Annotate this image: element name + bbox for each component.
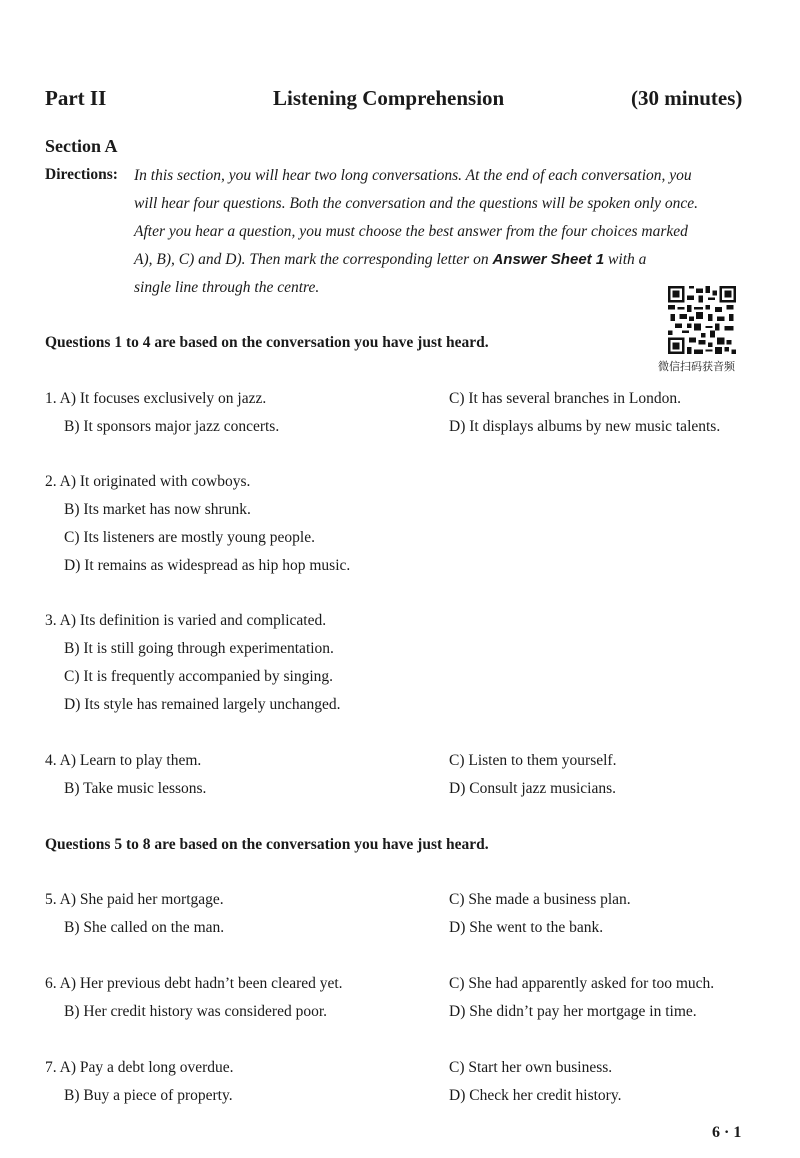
q2-option-d[interactable]: D) It remains as widespread as hip hop music. — [64, 557, 351, 574]
qr-code-image[interactable] — [666, 286, 738, 354]
directions-line-2: will hear four questions. Both the conversation and the questions will be spoken only once. — [134, 195, 698, 212]
q5-option-d[interactable]: D) She went to the bank. — [449, 919, 604, 936]
q3-option-b[interactable]: B) It is still going through experimentation. — [64, 640, 334, 657]
q2-option-a[interactable]: 2. A) It originated with cowboys. — [45, 473, 251, 490]
q4-option-a[interactable]: 4. A) Learn to play them. — [45, 752, 202, 769]
page-title: Listening Comprehension — [273, 86, 505, 110]
q7-option-a[interactable]: 7. A) Pay a debt long overdue. — [45, 1059, 234, 1076]
q6-option-a[interactable]: 6. A) Her previous debt hadn’t been cleared yet. — [45, 975, 343, 992]
q2-option-c[interactable]: C) Its listeners are mostly young people. — [64, 529, 315, 546]
directions-line-4-end: with a — [608, 251, 647, 268]
q7-option-c[interactable]: C) Start her own business. — [449, 1059, 613, 1076]
q5-option-b[interactable]: B) She called on the man. — [64, 919, 225, 936]
directions-line-3: After you hear a question, you must choose the best answer from the four choices marked — [134, 223, 688, 240]
q7-option-d[interactable]: D) Check her credit history. — [449, 1087, 622, 1104]
q6-option-c[interactable]: C) She had apparently asked for too much. — [449, 975, 715, 992]
q4-option-c[interactable]: C) Listen to them yourself. — [449, 752, 617, 769]
directions-line-1: In this section, you will hear two long conversations. At the end of each conversation, you — [134, 167, 692, 184]
page-number: 6 · 1 — [712, 1124, 742, 1141]
q1-option-d[interactable]: D) It displays albums by new music talents. — [449, 418, 721, 435]
q1-option-a[interactable]: 1. A) It focuses exclusively on jazz. — [45, 390, 267, 407]
directions-line-4-start: A), B), C) and D). Then mark the corresponding letter on — [134, 251, 489, 268]
q3-option-a[interactable]: 3. A) Its definition is varied and complicated. — [45, 612, 327, 629]
q7-option-b[interactable]: B) Buy a piece of property. — [64, 1087, 233, 1104]
q4-option-b[interactable]: B) Take music lessons. — [64, 780, 207, 797]
part-label: Part II — [45, 86, 107, 110]
directions-line-5: single line through the centre. — [134, 279, 320, 296]
directions-line-4 — [134, 246, 646, 274]
directions-label: Directions: — [45, 166, 118, 183]
time-limit: (30 minutes) — [631, 86, 743, 110]
section-title: Section A — [45, 136, 118, 156]
questions-5-8-heading: Questions 5 to 8 are based on the conversation you have just heard. — [45, 836, 489, 853]
qr-caption: 微信扫码获音频 — [658, 360, 735, 373]
q5-option-c[interactable]: C) She made a business plan. — [449, 891, 631, 908]
q6-option-b[interactable]: B) Her credit history was considered poor. — [64, 1003, 328, 1020]
q2-option-b[interactable]: B) Its market has now shrunk. — [64, 501, 251, 518]
q3-option-c[interactable]: C) It is frequently accompanied by singing. — [64, 668, 334, 685]
questions-1-4-heading: Questions 1 to 4 are based on the conversation you have just heard. — [45, 334, 489, 351]
q6-option-d[interactable]: D) She didn’t pay her mortgage in time. — [449, 1003, 697, 1020]
q1-option-b[interactable]: B) It sponsors major jazz concerts. — [64, 418, 280, 435]
answer-sheet-label: Answer Sheet 1 — [492, 251, 605, 268]
q1-option-c[interactable]: C) It has several branches in London. — [449, 390, 682, 407]
q5-option-a[interactable]: 5. A) She paid her mortgage. — [45, 891, 224, 908]
q3-option-d[interactable]: D) Its style has remained largely unchanged. — [64, 696, 341, 713]
q4-option-d[interactable]: D) Consult jazz musicians. — [449, 780, 617, 797]
